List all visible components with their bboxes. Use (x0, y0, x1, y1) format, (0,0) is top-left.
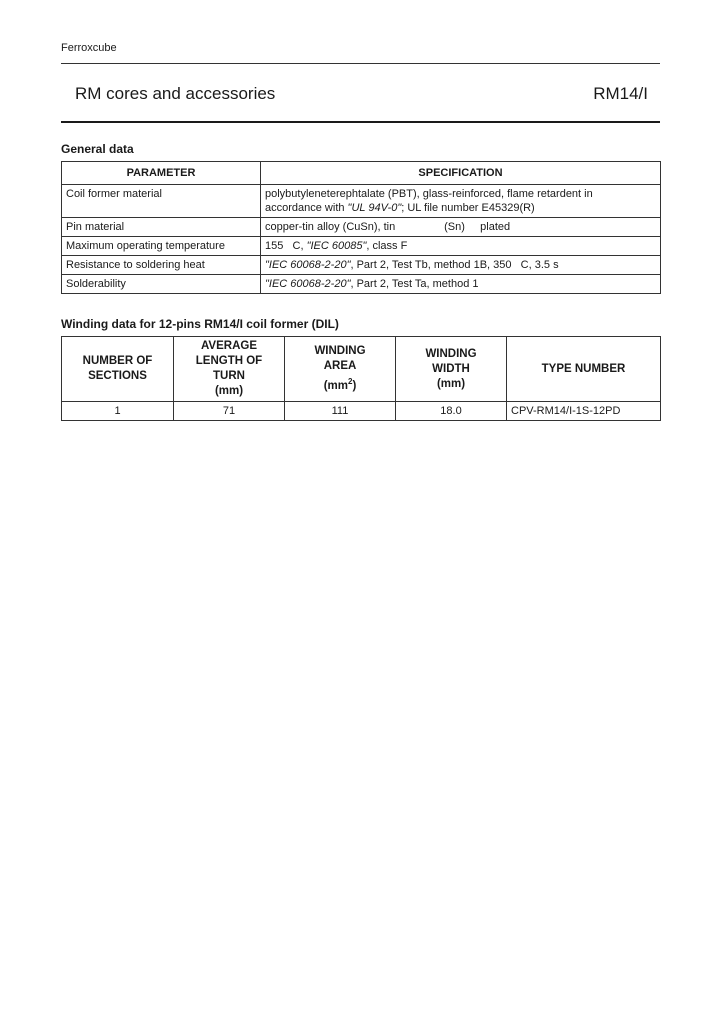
winding-data-table (61, 336, 661, 421)
specification-cell (261, 256, 661, 275)
spec-text: copper-tin alloy (CuSn), tin (Sn) plated (265, 221, 511, 233)
spec-text: 155 C, (265, 240, 307, 252)
average-length-header: AVERAGE LENGTH OF TURN (mm) (174, 337, 285, 402)
spec-text: accordance with (265, 202, 348, 214)
specification-cell (261, 275, 661, 294)
general-data-table (61, 161, 661, 294)
table-row (62, 275, 661, 294)
table-row (62, 218, 661, 237)
winding-area-cell: 111 (285, 402, 396, 421)
table-row (62, 402, 661, 421)
type-number-cell: CPV-RM14/I-1S-12PD (507, 402, 661, 421)
winding-width-cell: 18.0 (396, 402, 507, 421)
specification-cell (261, 185, 661, 218)
general-data-title: General data (61, 142, 134, 156)
document-title: RM cores and accessories (75, 84, 276, 103)
table-row (62, 185, 661, 218)
winding-data-title: Winding data for 12-pins RM14/I coil former (DIL) (61, 317, 339, 331)
parameter-cell: Maximum operating temperature (62, 237, 261, 256)
spec-text: , class F (366, 240, 408, 252)
header-rule-top (61, 63, 660, 64)
specification-cell (261, 218, 661, 237)
spec-text: polybutyleneterephtalate (PBT), glass-reinforced, flame retardent in (265, 188, 593, 200)
specification-cell (261, 237, 661, 256)
table-row (62, 237, 661, 256)
table-row (62, 256, 661, 275)
spec-text: , Part 2, Test Tb, method 1B, 350 C, 3.5 s (350, 259, 559, 271)
spec-standard: "IEC 60085" (306, 240, 367, 252)
type-number-header: TYPE NUMBER (507, 337, 661, 402)
parameter-cell: Pin material (62, 218, 261, 237)
document-code: RM14/I (593, 84, 648, 103)
company-name: Ferroxcube (61, 42, 117, 54)
spec-text: , Part 2, Test Ta, method 1 (350, 278, 479, 290)
parameter-header: PARAMETER (62, 162, 261, 185)
winding-width-header: WINDING WIDTH (mm) (396, 337, 507, 402)
header-rule-bottom (61, 121, 660, 123)
average-length-cell: 71 (174, 402, 285, 421)
spec-standard: "UL 94V-0" (347, 202, 402, 214)
spec-text: ; UL file number E45329(R) (401, 202, 535, 214)
parameter-cell: Coil former material (62, 185, 261, 218)
specification-header: SPECIFICATION (261, 162, 661, 185)
parameter-cell: Resistance to soldering heat (62, 256, 261, 275)
parameter-cell: Solderability (62, 275, 261, 294)
winding-area-header: WINDING AREA $(mm^2)$ (285, 337, 396, 402)
table-header-row (62, 337, 661, 402)
sections-cell: 1 (62, 402, 174, 421)
sections-header: NUMBER OF SECTIONS (62, 337, 174, 402)
spec-standard: "IEC 60068-2-20" (265, 278, 351, 290)
spec-standard: "IEC 60068-2-20" (265, 259, 351, 271)
table-header-row (62, 162, 661, 185)
